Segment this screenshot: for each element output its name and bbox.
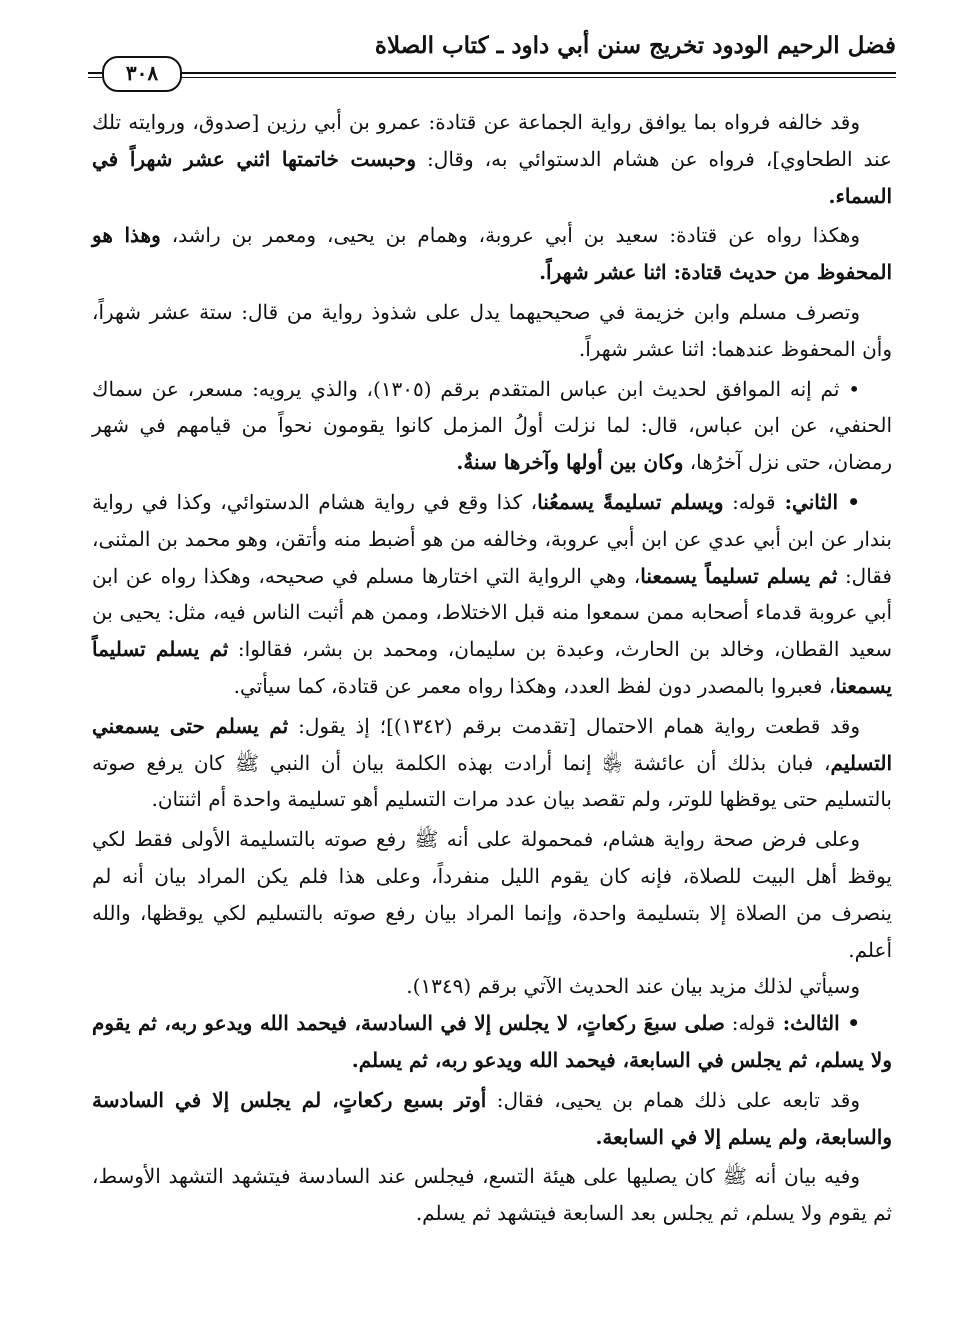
emphasis: ثم يسلم حتى يسمعني التسليم [92, 713, 892, 775]
emphasis: وهذا هو المحفوظ من حديث قتادة: اثنا عشر شهراً. [92, 223, 892, 285]
text-run: • ثم إنه الموافق لحديث ابن عباس المتقدم برقم (١٣٠٥)، والذي يرويه: مسعر، عن سماك الحنفي، عن ابن عباس، قال: لما نزلت أولُ المزمل كانوا يقومون نحواً من قيامهم في شهر رمضان، حتى نزل آخرُها، [92, 376, 892, 475]
page-number: ٣٠٨ [102, 56, 182, 92]
text-run: وهكذا رواه عن قتادة: سعيد بن أبي عروبة، وهمام بن يحيى، ومعمر بن راشد، [160, 223, 861, 248]
emphasis: صلى سبعَ ركعاتٍ، لا يجلس إلا في السادسة، فيحمد الله ويدعو ربه، ثم يقوم ولا يسلم، ثم يجلس في السابعة، فيحمد الله ويدعو ربه، ثم يسلم. [92, 1011, 892, 1072]
paragraph [92, 708, 892, 818]
text-run: ، فبان بذلك أن عائشة ﵂ إنما أرادت بهذه الكلمة بيان أن النبي ﷺ كان يرفع صوته بالتسليم حتى يوقظها للوتر، ولم تقصد بيان عدد مرات التسليم أهو تسليمة واحدة أم اثنتان. [92, 750, 892, 812]
header-rule [178, 72, 896, 74]
section-marker: • الثاني: [775, 489, 860, 514]
paragraph [92, 484, 892, 705]
text-run: قوله: [724, 1011, 776, 1036]
text-run: وقد خالفه فرواه بما يوافق رواية الجماعة عن قتادة: عمرو بن أبي رزين [صدوق، وروايته تلك عند الطحاوي]، فرواه عن هشام الدستوائي به، وقال: [92, 110, 892, 171]
paragraph [92, 1005, 892, 1079]
paragraph [92, 968, 892, 1005]
text-run: ، كذا وقع في رواية هشام الدستوائي، وكذا في رواية بندار عن ابن أبي عدي عن ابن أبي عروبة، وخالفه من هو أضبط منه وأتقن، وهو محمد بن المثنى، فقال: [92, 489, 892, 588]
emphasis: ثم يسلم تسليماً يسمعنا [92, 637, 892, 698]
emphasis: ثم يسلم تسليماً يسمعنا [640, 563, 838, 588]
page-body [92, 104, 892, 1232]
header-rule [178, 77, 896, 78]
page-header [88, 20, 896, 85]
paragraph [92, 217, 892, 291]
text-run: ، وهي الرواية التي اختارها مسلم في صحيحه، وهكذا رواه عن ابن أبي عروبة قدماء أصحابه ممن سمعوا منه قبل الاختلاط، وممن هم أثبت الناس فيه، مثل: يحيى بن سعيد القطان، وخالد بن الحارث، وعبدة بن سليمان، ومحمد بن بشر، فقالوا: [92, 563, 892, 662]
paragraph [92, 294, 892, 368]
emphasis: وكان بين أولها وآخرها سنةٌ. [456, 450, 684, 475]
paragraph [92, 104, 892, 214]
paragraph [92, 1158, 892, 1232]
text-run: وسيأتي لذلك مزيد بيان عند الحديث الآتي برقم (١٣٤٩). [406, 974, 860, 999]
emphasis: أوتر بسبع ركعاتٍ، لم يجلس إلا في السادسة والسابعة، ولم يسلم إلا في السابعة. [92, 1087, 892, 1149]
text-run: وفيه بيان أنه ﷺ كان يصليها على هيئة التسع، فيجلس عند السادسة فيتشهد التشهد الأوسط، ثم يقوم ولا يسلم، ثم يجلس بعد السابعة فيتشهد ثم يسلم. [92, 1164, 892, 1226]
text-run: وتصرف مسلم وابن خزيمة في صحيحيهما يدل على شذوذ رواية من قال: ستة عشر شهراً، وأن المحفوظ عندهما: اثنا عشر شهراً. [92, 299, 892, 361]
emphasis: وحبست خاتمتها اثني عشر شهراً في السماء. [92, 146, 892, 208]
header-rule [88, 77, 102, 78]
section-marker: • الثالث: [775, 1011, 860, 1036]
paragraph [92, 821, 892, 968]
text-run: وقد تابعه على ذلك همام بن يحيى، فقال: [486, 1087, 861, 1112]
text-run: وقد قطعت رواية همام الاحتمال [تقدمت برقم (١٣٤٢)]؛ إذ يقول: [288, 713, 860, 738]
paragraph [92, 1082, 892, 1156]
running-title: فضل الرحيم الودود تخريج سنن أبي داود ـ كتاب الصلاة [374, 32, 896, 59]
paragraph [92, 371, 892, 481]
text-run: وعلى فرض صحة رواية هشام، فمحمولة على أنه ﷺ رفع صوته بالتسليمة الأولى فقط لكي يوقظ أهل البيت للصلاة، فإنه كان يقوم الليل منفرداً، وعلى هذا فلم يكن المراد بيان أنه لم ينصرف من الصلاة إلا بتسليمة واحدة، وإنما المراد بيان رفع صوته بالتسليم لكي يوقظها، والله أعلم. [92, 827, 892, 962]
text-run: قوله: [723, 489, 776, 514]
emphasis: ويسلم تسليمةً يسمعُنا [537, 489, 724, 514]
text-run: ، فعبروا بالمصدر دون لفظ العدد، وهكذا رواه معمر عن قتادة، كما سيأتي. [233, 673, 836, 698]
header-rule [88, 72, 102, 74]
